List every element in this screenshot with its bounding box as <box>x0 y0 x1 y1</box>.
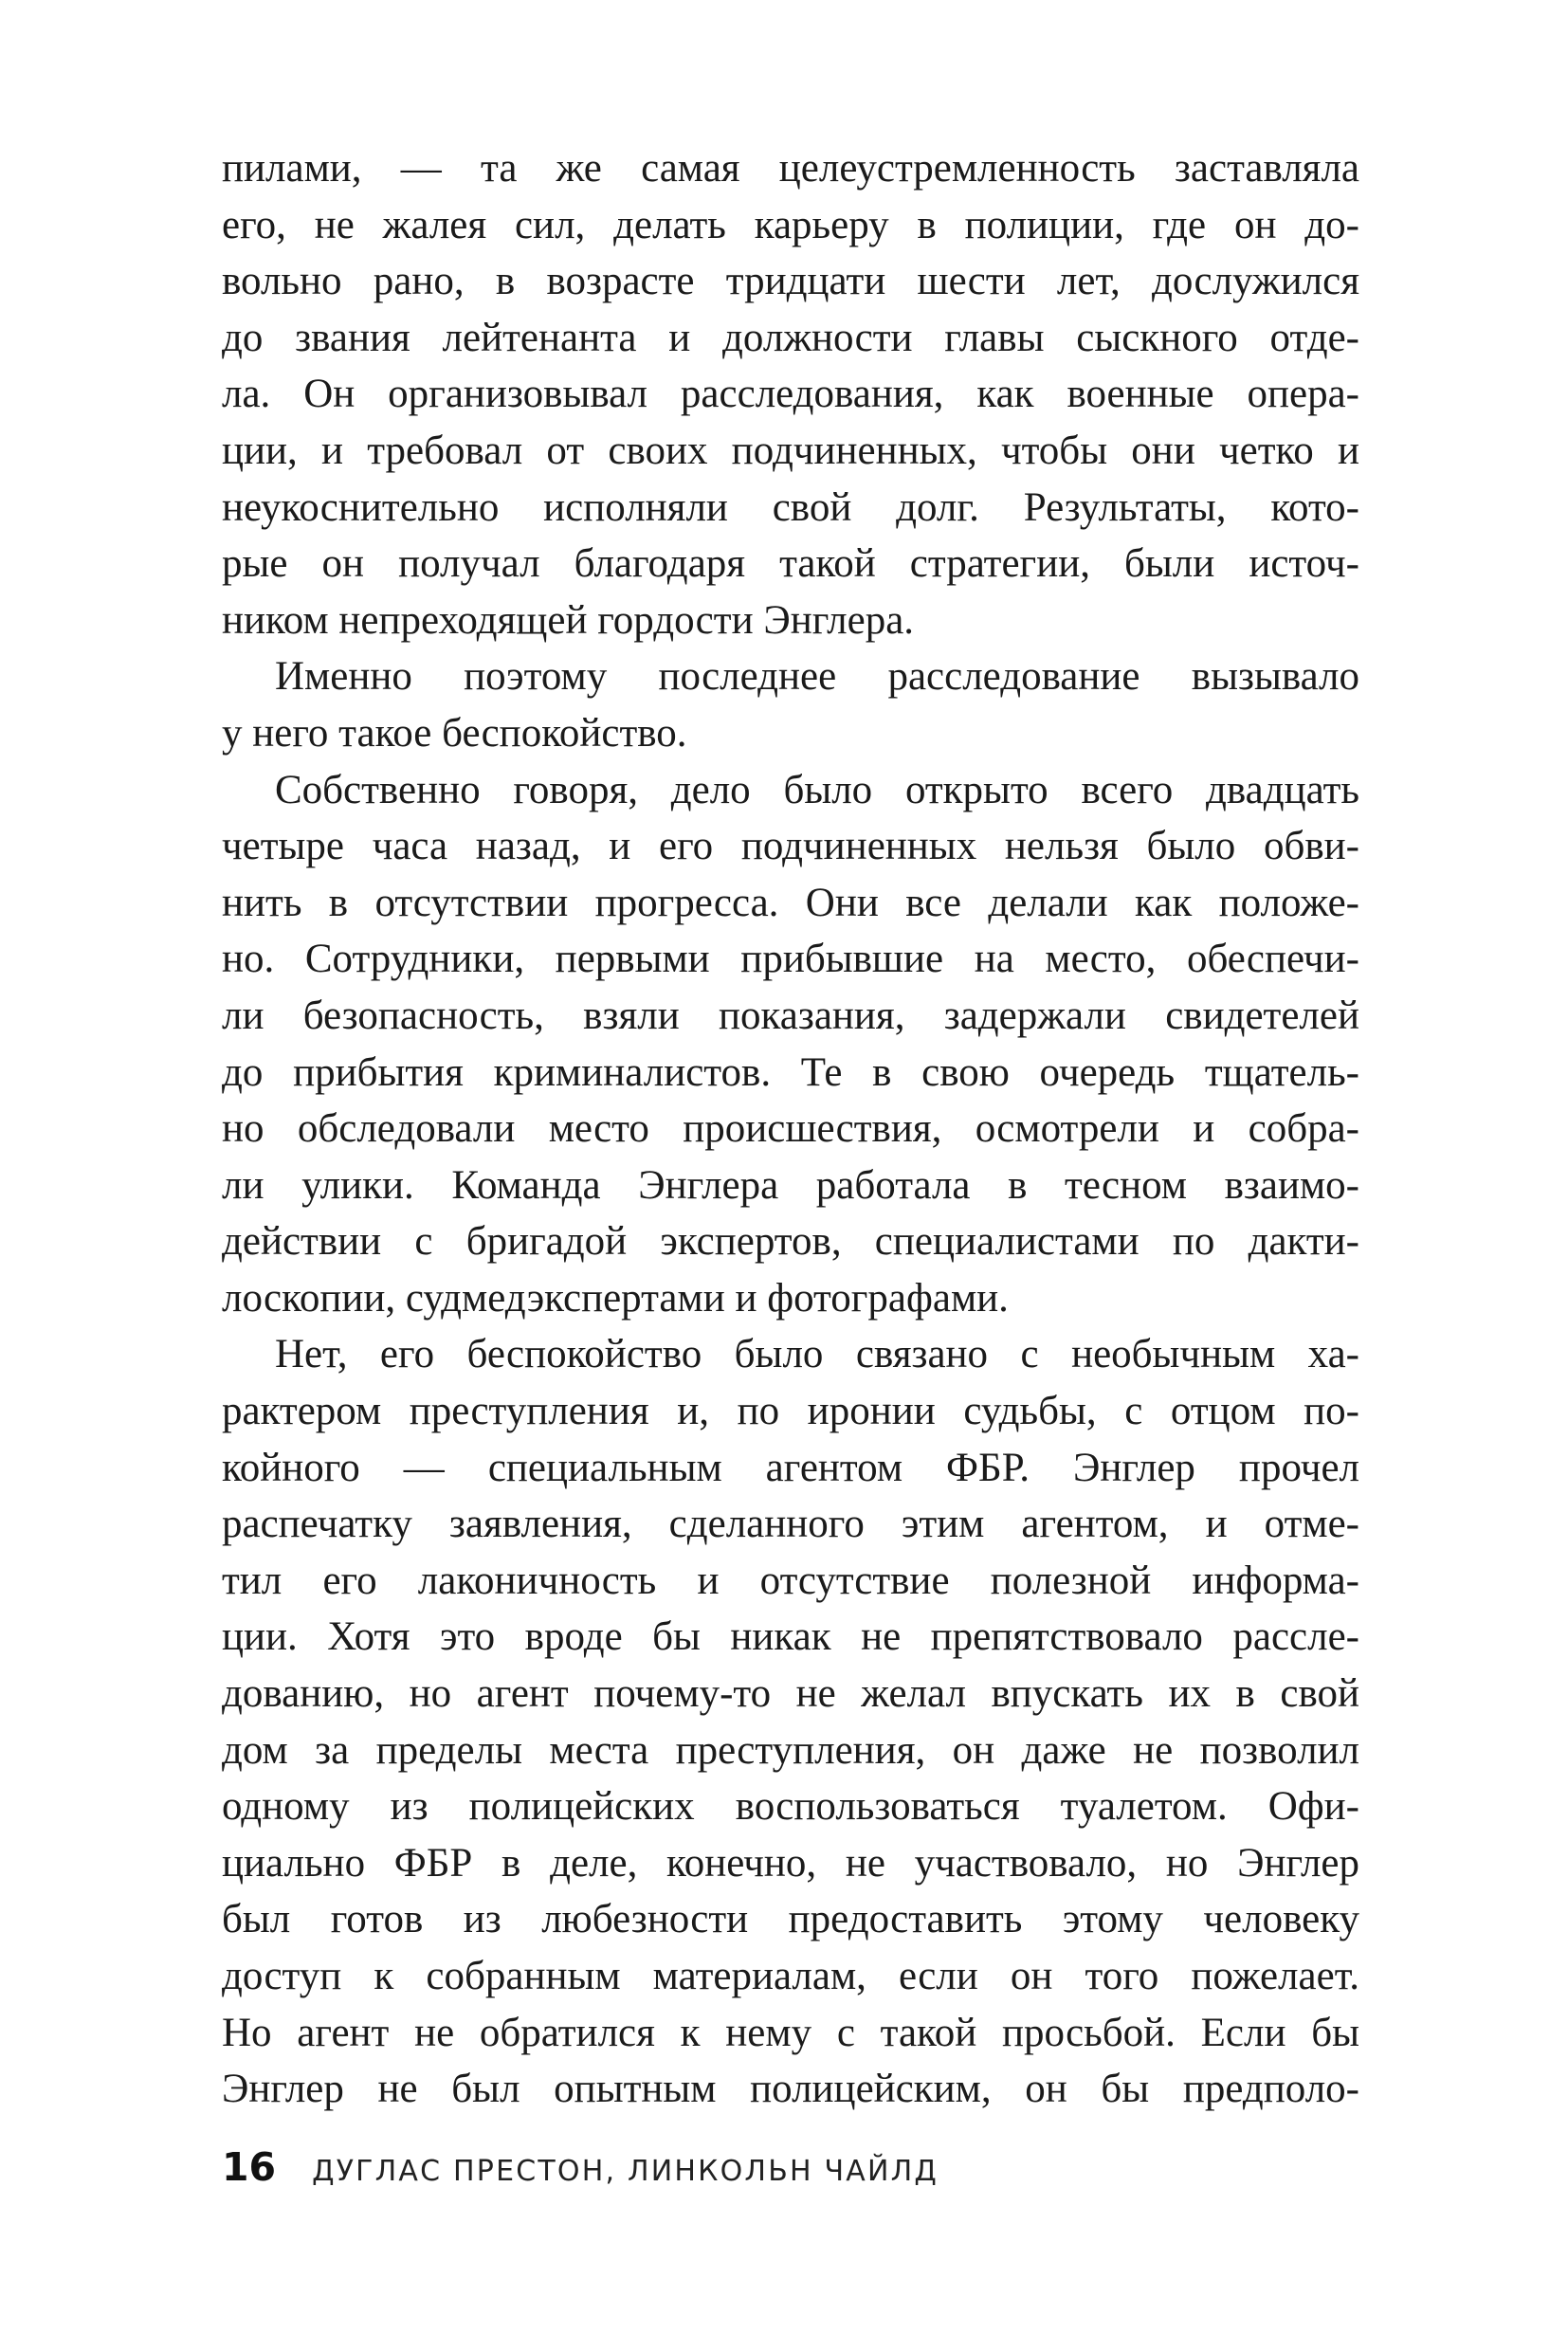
text-line: неукоснительно исполняли свой долг. Результаты, кото- <box>222 484 1359 530</box>
text-line: вольно рано, в возрасте тридцати шести лет, дослужился <box>222 259 1359 304</box>
text-line: ции. Хотя это вроде бы никак не препятствовало рассле- <box>222 1614 1359 1660</box>
running-title: ДУГЛАС ПРЕСТОН, ЛИНКОЛЬН ЧАЙЛД <box>312 2155 939 2188</box>
text-line: лоскопии, судмедэкспертами и фотографами. <box>222 1275 1009 1321</box>
text-line: распечатку заявления, сделанного этим агентом, и отме- <box>222 1502 1359 1547</box>
text-line: ником непреходящей гордости Энглера. <box>222 597 915 643</box>
text-line: действии с бригадой экспертов, специалистами по дакти- <box>222 1219 1359 1265</box>
text-line: был готов из любезности предоставить этому человеку <box>222 1897 1359 1942</box>
text-line: дованию, но агент почему-то не желал впускать их в свой <box>222 1671 1359 1717</box>
body-text <box>222 140 1359 2118</box>
text-line: койного — специальным агентом ФБР. Энглер прочел <box>222 1445 1359 1490</box>
text-line: ли улики. Команда Энглера работала в тесном взаимо- <box>222 1162 1359 1208</box>
text-line: Собственно говоря, дело было открыто всего двадцать <box>275 767 1359 812</box>
text-line: нить в отсутствии прогресса. Они все делали как положе- <box>222 880 1359 925</box>
text-line: но обследовали место происшествия, осмотрели и собра- <box>222 1106 1359 1152</box>
text-line: ла. Он организовывал расследования, как военные опера- <box>222 372 1359 417</box>
text-line: рые он получал благодаря такой стратегии, были источ- <box>222 541 1359 587</box>
text-line: тил его лаконичность и отсутствие полезной информа- <box>222 1558 1359 1603</box>
text-line: ли безопасность, взяли показания, задержали свидетелей <box>222 993 1359 1038</box>
text-line: Но агент не обратился к нему с такой просьбой. Если бы <box>222 2010 1359 2055</box>
text-line: Именно поэтому последнее расследование вызывало <box>275 654 1359 700</box>
text-line: до прибытия криминалистов. Те в свою очередь тщатель- <box>222 1049 1359 1095</box>
text-line: ции, и требовал от своих подчиненных, чтобы они четко и <box>222 428 1359 473</box>
text-line: доступ к собранным материалам, если он того пожелает. <box>222 1954 1359 1998</box>
page-footer <box>222 2144 939 2201</box>
text-line: его, не жалея сил, делать карьеру в полиции, где он до- <box>222 202 1359 247</box>
text-line: дом за пределы места преступления, он даже не позволил <box>222 1727 1359 1773</box>
text-line: одному из полицейских воспользоваться туалетом. Офи- <box>222 1784 1359 1830</box>
page-number: 16 <box>222 2144 277 2190</box>
text-line: Нет, его беспокойство было связано с необычным ха- <box>275 1332 1359 1377</box>
text-line: до звания лейтенанта и должности главы сыскного отде- <box>222 315 1359 360</box>
text-line: пилами, — та же самая целеустремленность заставляла <box>222 146 1359 191</box>
text-line: циально ФБР в деле, конечно, не участвовало, но Энглер <box>222 1840 1359 1886</box>
text-line: у него такое беспокойство. <box>222 710 687 756</box>
text-line: четыре часа назад, и его подчиненных нельзя было обви- <box>222 824 1359 869</box>
text-line: Энглер не был опытным полицейским, он бы предполо- <box>222 2067 1359 2112</box>
text-line: но. Сотрудники, первыми прибывшие на место, обеспечи- <box>222 937 1359 982</box>
text-line: рактером преступления и, по иронии судьбы, с отцом по- <box>222 1389 1359 1434</box>
